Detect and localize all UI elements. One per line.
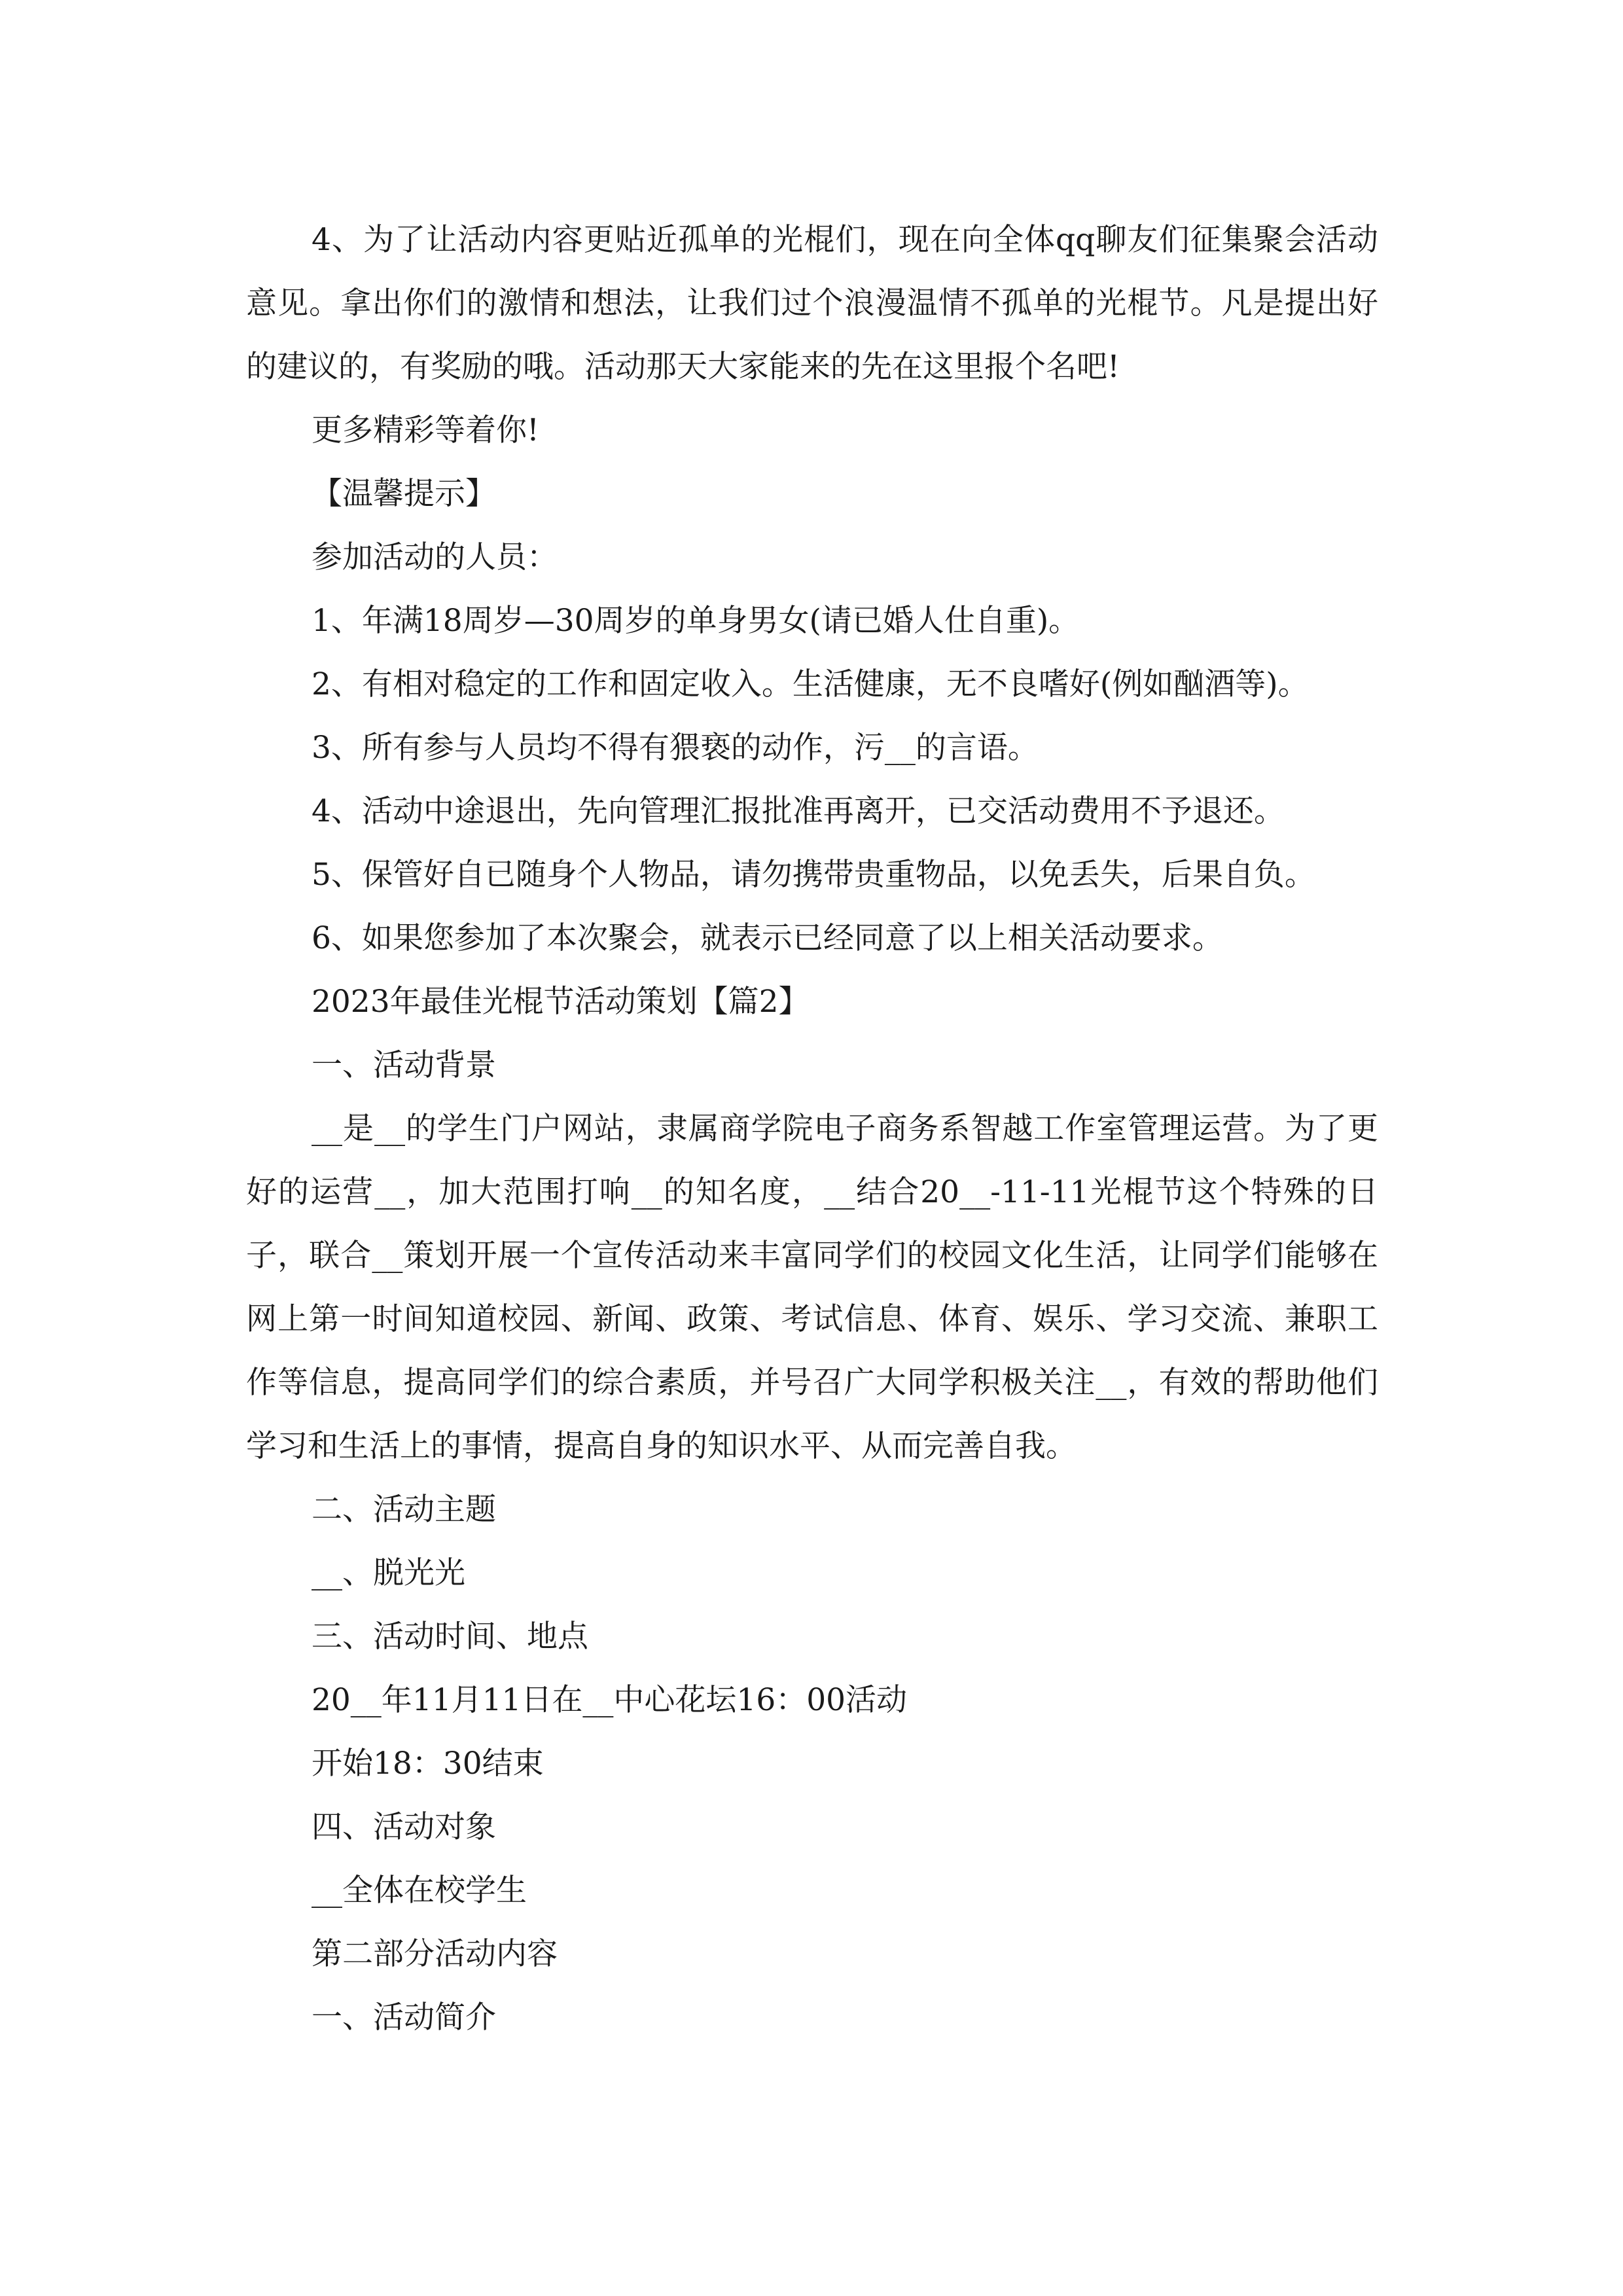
- heading-activity-intro: 一、活动简介: [312, 2000, 496, 2036]
- paragraph-time-start: 20__年11月11日在__中心花坛16：00活动: [312, 1682, 908, 1718]
- list-item-rule-3: 3、所有参与人员均不得有猥亵的动作，污__的言语。: [312, 730, 1039, 766]
- heading-background: 一、活动背景: [312, 1047, 496, 1083]
- section-title-part-2: 2023年最佳光棍节活动策划【篇2】: [312, 984, 810, 1020]
- document-body: [246, 208, 1378, 2049]
- paragraph-participants-intro: 参加活动的人员：: [312, 539, 558, 575]
- paragraph-background: __是__的学生门户网站，隶属商学院电子商务系智越工作室管理运营。为了更好的运营__，加大范围打响__的知名度，__结合20__-11-11光棍节这个特殊的日子，联合__策划开展一个宣传活动来丰富同学们的校园文化生活，让同学们能够在网上第一时间知道校园、新闻、政策、考试信息、体育、娱乐、学习交流、兼职工作等信息，提高同学们的综合素质，并号召广大同学积极关注__，有效的帮助他们学习和生活上的事情，提高自身的知识水平、从而完善自我。: [246, 1111, 1378, 1464]
- paragraph-suggestions: 4、为了让活动内容更贴近孤单的光棍们，现在向全体qq聊友们征集聚会活动意见。拿出你们的激情和想法，让我们过个浪漫温情不孤单的光棍节。凡是提出好的建议的，有奖励的哦。活动那天大家能来的先在这里报个名吧!: [246, 222, 1378, 385]
- paragraph-time-end: 开始18：30结束: [312, 1746, 544, 1782]
- heading-audience: 四、活动对象: [312, 1809, 496, 1845]
- list-item-rule-2: 2、有相对稳定的工作和固定收入。生活健康，无不良嗜好(例如酗酒等)。: [312, 666, 1309, 702]
- heading-time-place: 三、活动时间、地点: [312, 1619, 588, 1655]
- list-item-rule-4: 4、活动中途退出，先向管理汇报批准再离开，已交活动费用不予退还。: [312, 793, 1285, 829]
- list-item-rule-6: 6、如果您参加了本次聚会，就表示已经同意了以上相关活动要求。: [312, 920, 1223, 956]
- heading-theme: 二、活动主题: [312, 1492, 496, 1528]
- heading-warm-tips: 【温馨提示】: [312, 476, 496, 512]
- list-item-rule-1: 1、年满18周岁—30周岁的单身男女(请已婚人仕自重)。: [312, 603, 1080, 639]
- list-item-rule-5: 5、保管好自已随身个人物品，请勿携带贵重物品，以免丢失，后果自负。: [312, 857, 1315, 893]
- paragraph-more-excitement: 更多精彩等着你!: [312, 412, 539, 448]
- paragraph-audience: __全体在校学生: [312, 1873, 527, 1909]
- heading-part-two-content: 第二部分活动内容: [312, 1936, 558, 1972]
- paragraph-theme: __、脱光光: [312, 1555, 465, 1591]
